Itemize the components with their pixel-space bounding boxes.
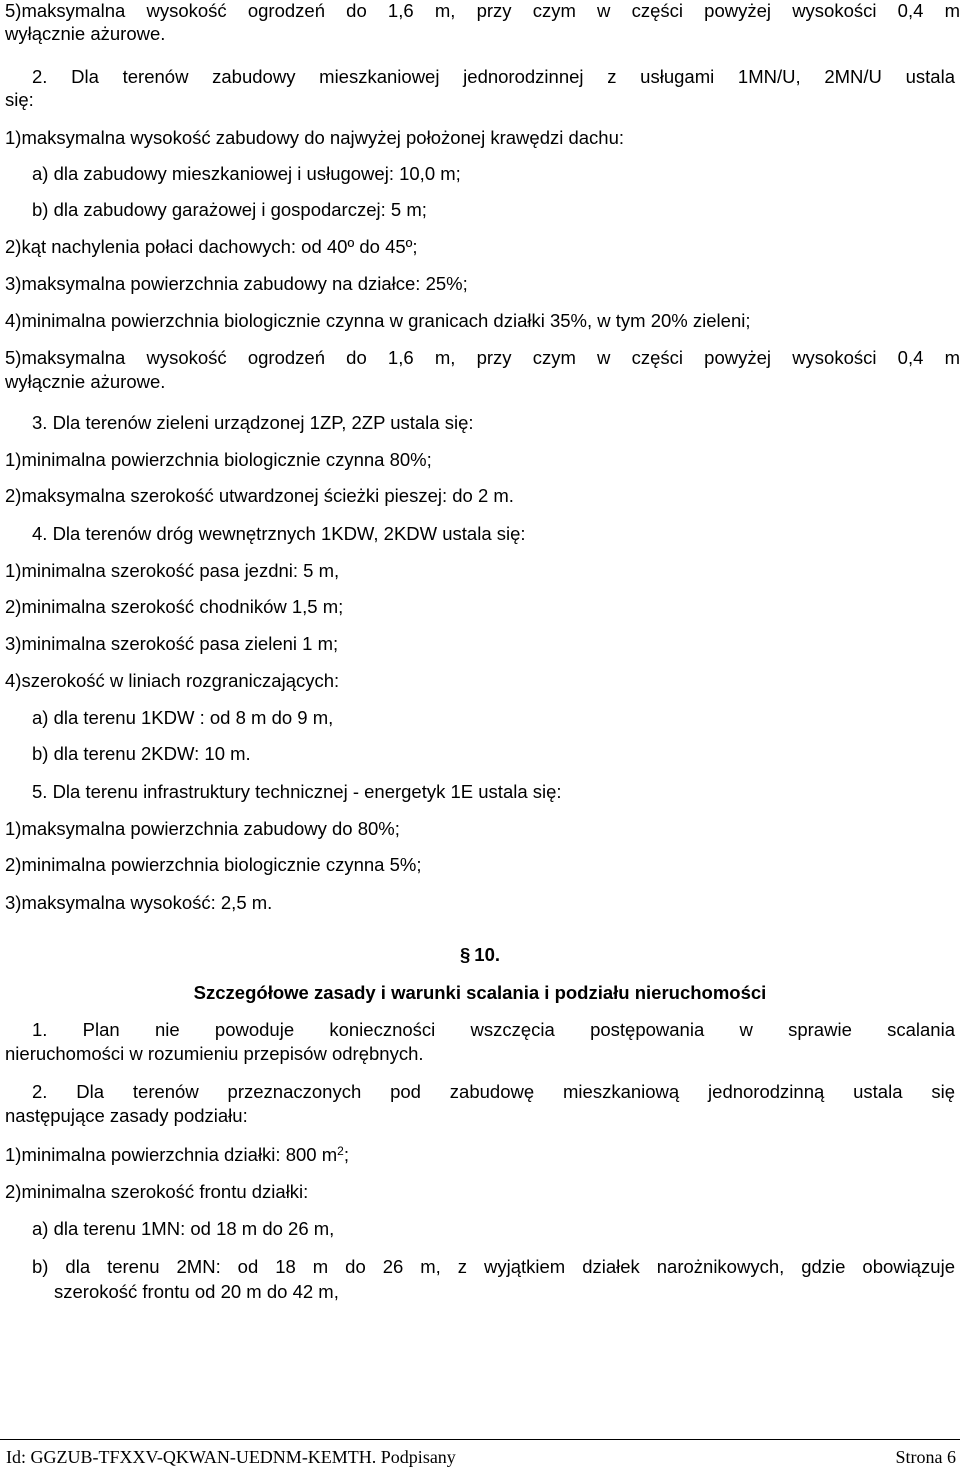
list-item: 4)minimalna powierzchnia biologicznie czynna w granicach działki 35%, w tym 20% zieleni; bbox=[5, 310, 751, 331]
list-item-text: 1)minimalna powierzchnia działki: 800 m bbox=[5, 1144, 338, 1165]
list-item-end: ; bbox=[343, 1144, 349, 1165]
footer-divider bbox=[0, 1439, 960, 1440]
paragraph-3-heading: 3. Dla terenów zieleni urządzonej 1ZP, 2ZP ustala się: bbox=[32, 412, 474, 433]
list-item: 1)minimalna powierzchnia biologicznie czynna 80%; bbox=[5, 449, 432, 470]
section-title: Szczegółowe zasady i warunki scalania i podziału nieruchomości bbox=[193, 982, 767, 1003]
list-item: 3)maksymalna powierzchnia zabudowy na działce: 25%; bbox=[5, 273, 468, 294]
paragraph-5-heading: 5. Dla terenu infrastruktury technicznej - energetyk 1E ustala się: bbox=[32, 781, 562, 802]
page-number: Strona 6 bbox=[895, 1447, 956, 1467]
list-item: 2)minimalna szerokość chodników 1,5 m; bbox=[5, 596, 344, 617]
list-item: 5)maksymalna wysokość ogrodzeń do 1,6 m, przy czym w części powyżej wysokości 0,4 m bbox=[5, 347, 960, 368]
list-item: 2)kąt nachylenia połaci dachowych: od 40º do 45º; bbox=[5, 236, 418, 257]
text-line: 5)maksymalna wysokość ogrodzeń do 1,6 m, przy czym w części powyżej wysokości 0,4 m bbox=[5, 0, 960, 21]
text-line: się: bbox=[5, 89, 34, 110]
text-line: nieruchomości w rozumieniu przepisów odrębnych. bbox=[5, 1043, 424, 1064]
list-item: 2)minimalna szerokość frontu działki: bbox=[5, 1181, 309, 1202]
list-item: a) dla terenu 1MN: od 18 m do 26 m, bbox=[32, 1218, 335, 1239]
text-line: wyłącznie ażurowe. bbox=[5, 23, 166, 44]
paragraph-4-heading: 4. Dla terenów dróg wewnętrznych 1KDW, 2KDW ustala się: bbox=[32, 523, 526, 544]
list-item: a) dla terenu 1KDW : od 8 m do 9 m, bbox=[32, 707, 334, 728]
list-item: b) dla zabudowy garażowej i gospodarczej: 5 m; bbox=[32, 199, 427, 220]
paragraph-1: 1. Plan nie powoduje konieczności wszczęcia postępowania w sprawie scalania bbox=[32, 1019, 955, 1040]
paragraph-2: 2. Dla terenów przeznaczonych pod zabudowę mieszkaniową jednorodzinną ustala się bbox=[32, 1081, 955, 1102]
list-item: 4)szerokość w liniach rozgraniczających: bbox=[5, 670, 340, 691]
list-item: 1)maksymalna powierzchnia zabudowy do 80%; bbox=[5, 818, 400, 839]
text-line: szerokość frontu od 20 m do 42 m, bbox=[54, 1281, 339, 1302]
superscript: 2 bbox=[337, 1144, 344, 1158]
list-item: 2)maksymalna szerokość utwardzonej ścieżki pieszej: do 2 m. bbox=[5, 485, 514, 506]
list-item bbox=[5, 1142, 349, 1168]
list-item: b) dla terenu 2KDW: 10 m. bbox=[32, 743, 251, 764]
list-item: a) dla zabudowy mieszkaniowej i usługowej: 10,0 m; bbox=[32, 163, 461, 184]
list-item: b) dla terenu 2MN: od 18 m do 26 m, z wyjątkiem działek narożnikowych, gdzie obowiązuje bbox=[32, 1256, 955, 1277]
list-item: 1)maksymalna wysokość zabudowy do najwyżej położonej krawędzi dachu: bbox=[5, 127, 625, 148]
text-line: wyłącznie ażurowe. bbox=[5, 371, 166, 392]
list-item: 3)minimalna szerokość pasa zieleni 1 m; bbox=[5, 633, 339, 654]
section-number-value: 10. bbox=[474, 944, 500, 965]
document-id: Id: GGZUB-TFXXV-QKWAN-UEDNM-KEMTH. Podpisany bbox=[6, 1447, 456, 1467]
section-number bbox=[0, 942, 960, 968]
list-item: 1)minimalna szerokość pasa jezdni: 5 m, bbox=[5, 560, 340, 581]
list-item: 3)maksymalna wysokość: 2,5 m. bbox=[5, 892, 273, 913]
list-item: 2)minimalna powierzchnia biologicznie czynna 5%; bbox=[5, 854, 422, 875]
text-line: następujące zasady podziału: bbox=[5, 1105, 248, 1126]
section-sign: § bbox=[459, 944, 471, 965]
paragraph-2-heading: 2. Dla terenów zabudowy mieszkaniowej jednorodzinnej z usługami 1MN/U, 2MN/U ustala bbox=[32, 66, 955, 87]
